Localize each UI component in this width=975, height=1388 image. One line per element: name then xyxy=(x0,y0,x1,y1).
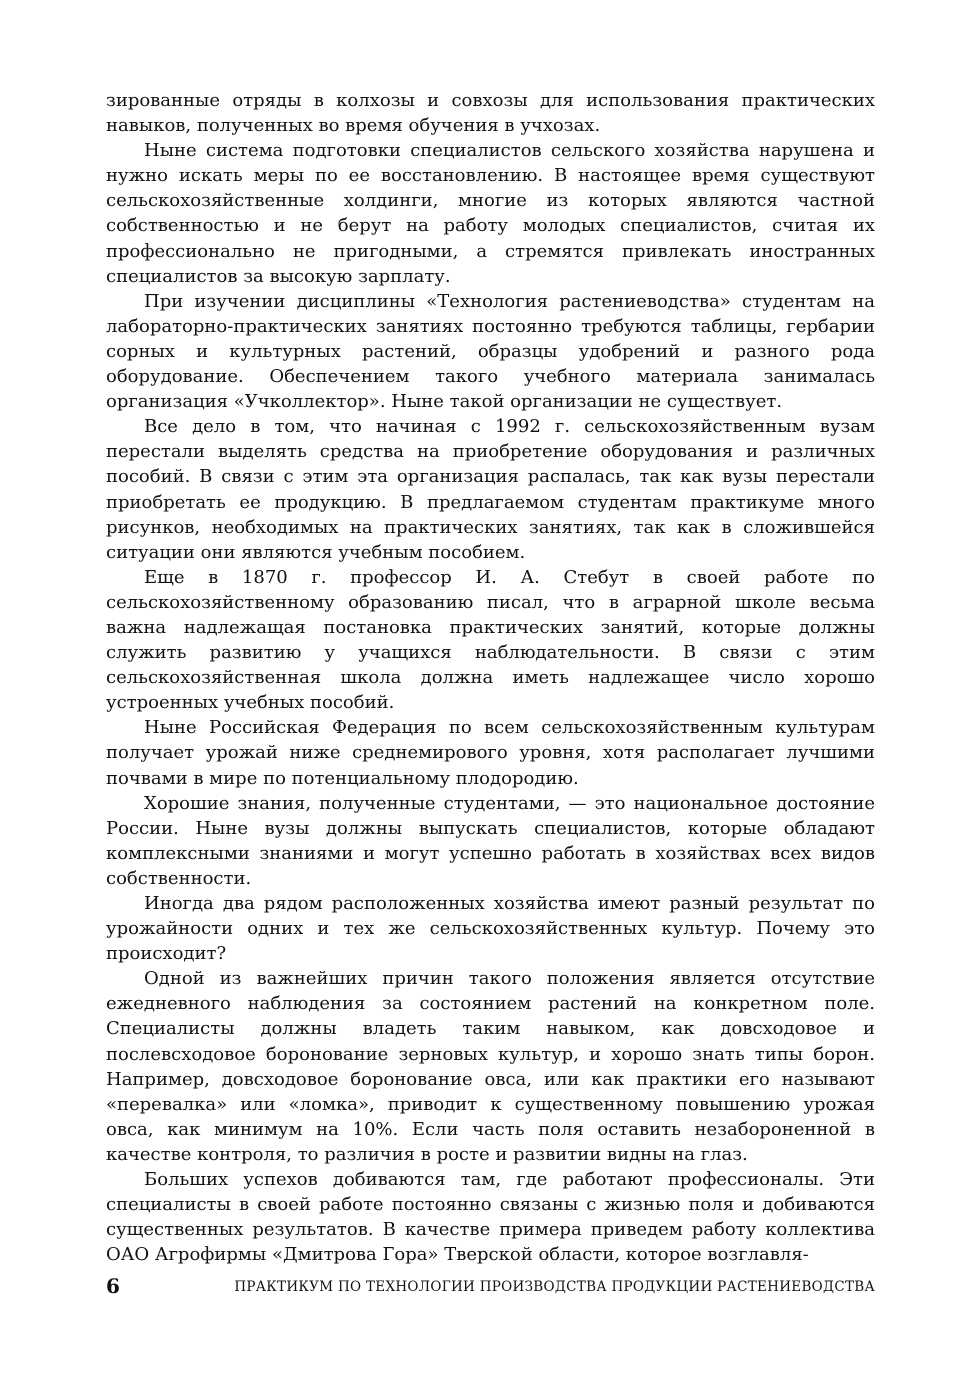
running-head: ПРАКТИКУМ ПО ТЕХНОЛОГИИ ПРОИЗВОДСТВА ПРОДУКЦИИ РАСТЕНИЕВОДСТВА xyxy=(234,1279,875,1295)
page-number: 6 xyxy=(106,1274,120,1298)
paragraph-2: Ныне система подготовки специалистов сельского хозяйства нарушена и нужно искать меры по ее восстановлению. В настоящее время существуют сельскохозяйственные холдинги, многие из которых являются частной собственностью и не берут на работу молодых специалистов, считая их профессионально не пригодными, а стремятся привлекать иностранных специалистов за высокую зарплату. xyxy=(106,140,875,287)
paragraph-1: зированные отряды в колхозы и совхозы для использования практических навыков, полученных во время обучения в учхозах. xyxy=(106,90,875,137)
paragraph-3: При изучении дисциплины «Технология растениеводства» студентам на лабораторно-практических занятиях постоянно требуются таблицы, гербарии сорных и культурных растений, образцы удобрений и разного рода оборудование. Обеспечением такого учебного материала занималась организация «Учколлектор». Ныне такой организации не существует. xyxy=(106,290,875,413)
page-footer xyxy=(106,1274,875,1298)
paragraph-7: Хорошие знания, полученные студентами, — это национальное достояние России. Ныне вузы должны выпускать специалистов, которые обладают комплексными знаниями и могут успешно работать в хозяйствах всех видов собственности. xyxy=(106,792,875,889)
paragraph-4: Все дело в том, что начиная с 1992 г. сельскохозяйственным вузам перестали выделять средства на приобретение оборудования и различных пособий. В связи с этим эта организация распалась, так как вузы перестали приобретать ее продукцию. В предлагаемом студентам практикуме много рисунков, необходимых на практических занятиях, так как в сложившейся ситуации они являются учебным пособием. xyxy=(106,416,875,563)
paragraph-9: Одной из важнейших причин такого положения является отсутствие ежедневного наблюдения за состоянием растений на конкретном поле. Специалисты должны владеть таким навыком, как довсходовое и послевсходовое боронование зерновых культур, и хорошо знать типы борон. Например, довсходовое боронование овса, или как практики его называют «перевалка» или «ломка», приводит к существенному повышению урожая овса, как минимум на 10%. Если часть поля оставить незабороненной в качестве контроля, то различия в росте и развитии видны на глаз. xyxy=(106,968,875,1165)
body-text xyxy=(106,88,875,1267)
paragraph-5: Еще в 1870 г. профессор И. А. Стебут в своей работе по сельскохозяйственному образованию писал, что в аграрной школе весьма важна надлежащая постановка практических занятий, которые должны служить развитию у учащихся наблюдательности. В связи с этим сельскохозяйственная школа должна иметь надлежащее число хорошо устроенных учебных пособий. xyxy=(106,566,875,714)
paragraph-6: Ныне Российская Федерация по всем сельскохозяйственным культурам получает урожай ниже среднемирового уровня, хотя располагает лучшими почвами в мире по потенциальному плодородию. xyxy=(106,717,875,789)
paragraph-10: Больших успехов добиваются там, где работают профессионалы. Эти специалисты в своей работе постоянно связаны с жизнью поля и добиваются существенных результатов. В качестве примера приведем работу коллектива ОАО Агрофирмы «Дмитрова Гора» Тверской области, которое возглавля- xyxy=(106,1169,875,1266)
paragraph-8: Иногда два рядом расположенных хозяйства имеют разный результат по урожайности одних и тех же сельскохозяйственных культур. Почему это происходит? xyxy=(106,893,875,965)
